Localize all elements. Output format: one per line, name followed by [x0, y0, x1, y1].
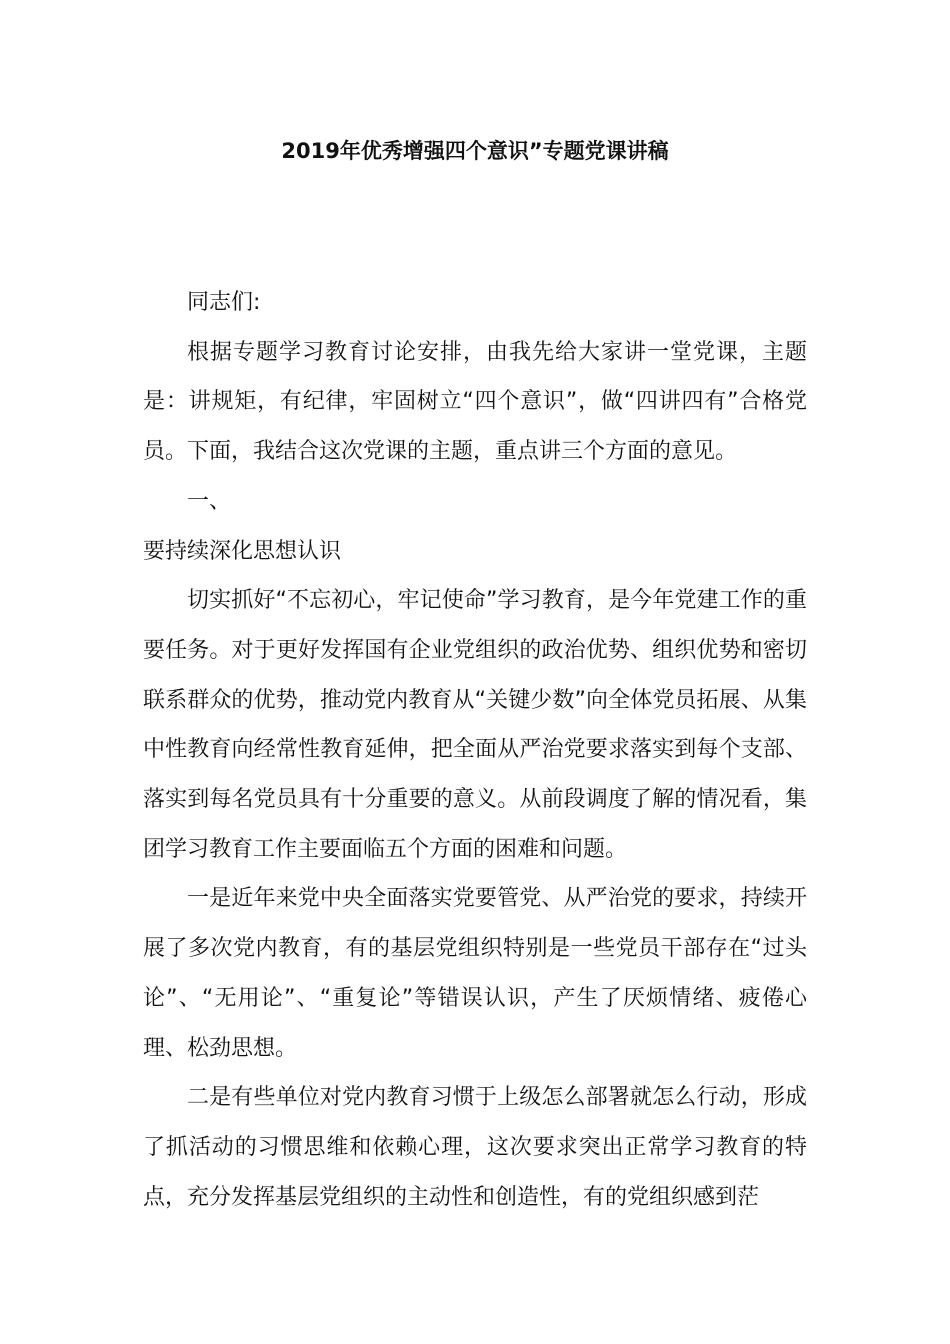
section-heading: 要持续深化思想认识: [143, 538, 342, 564]
paragraph: 切实抓好“不忘初心，牢记使命”学习教育，是今年党建工作的重要任务。对于更好发挥国有企业党组织的政治优势、组织优势和密切联系群众的优势，推动党内教育从“关键少数”向全体党员拓展、从集中性教育向经常性教育延伸，把全面从严治党要求落实到每个支部、落实到每名党员具有十分重要的意义。从前段调度了解的情况看，集团学习教育工作主要面临五个方面的困难和问题。: [143, 588, 807, 862]
paragraph: 根据专题学习教育讨论安排，由我先给大家讲一堂党课，主题是：讲规矩，有纪律，牢固树立“四个意识”，做“四讲四有”合格党员。下面，我结合这次党课的主题，重点讲三个方面的意见。: [143, 339, 807, 465]
paragraph: 一是近年来党中央全面落实党要管党、从严治党的要求，持续开展了多次党内教育，有的基层党组织特别是一些党员干部存在“过头论”、“无用论”、“重复论”等错误认识，产生了厌烦情绪、疲倦心理、松劲思想。: [143, 886, 807, 1061]
document-body: [143, 278, 807, 1222]
paragraph: 二是有些单位对党内教育习惯于上级怎么部署就怎么行动，形成了抓活动的习惯思维和依赖心理，这次要求突出正常学习教育的特点，充分发挥基层党组织的主动性和创造性，有的党组织感到茫: [143, 1085, 807, 1210]
salutation: 同志们:: [187, 290, 261, 315]
section-number: 一、: [187, 488, 232, 514]
document-title: 2019年优秀增强四个意识”专题党课讲稿: [281, 139, 669, 163]
